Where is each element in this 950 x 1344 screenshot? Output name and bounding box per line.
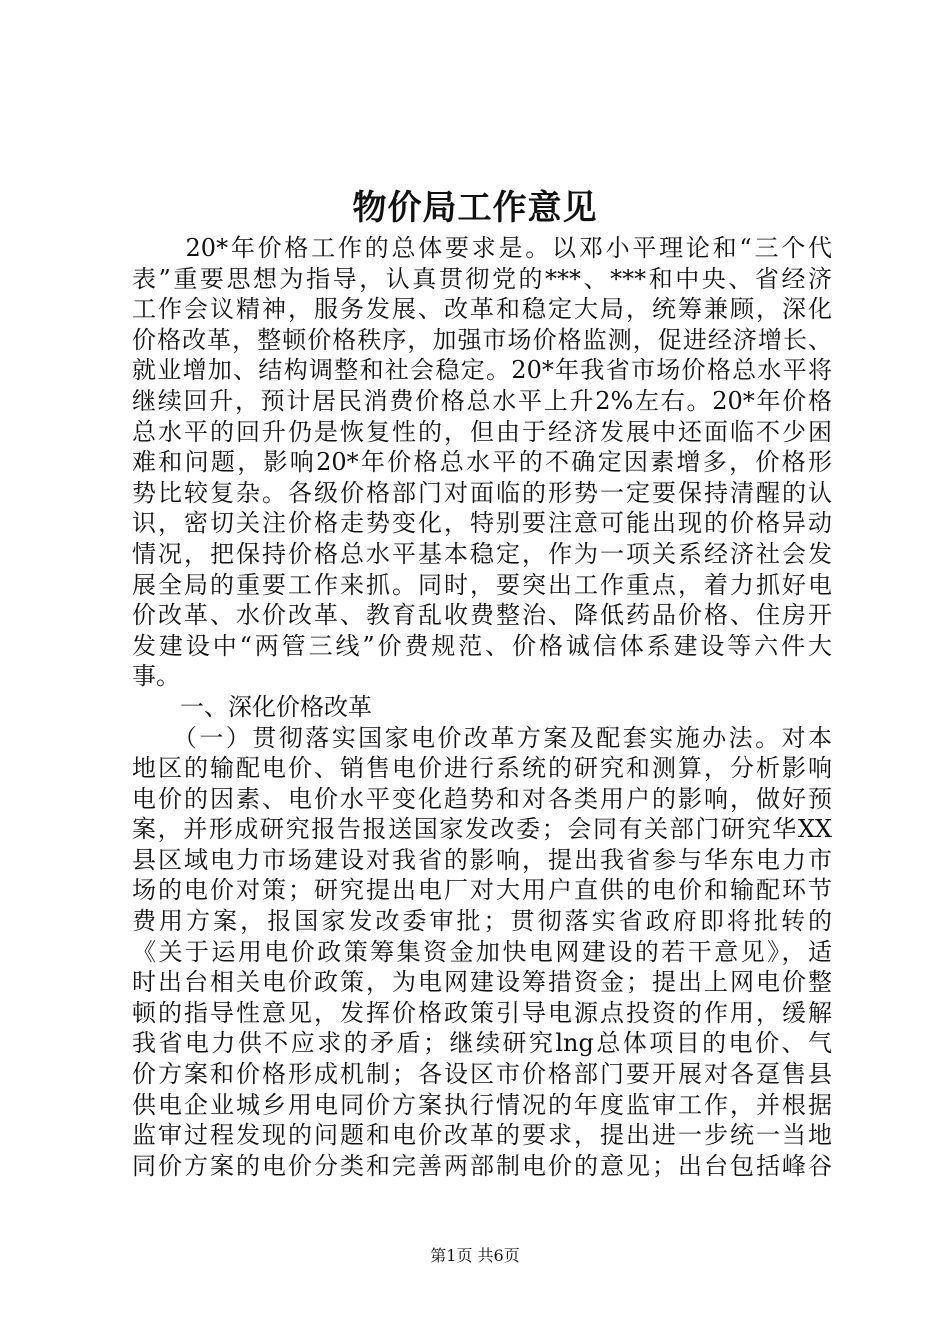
- document-title: 物价局工作意见: [352, 188, 598, 228]
- text-line: 《关于运用电价政策筹集资金加快电网建设的若干意见》，适: [132, 937, 832, 966]
- text-line: 工作会议精神，服务发展、改革和稳定大局，统筹兼顾，深化: [132, 295, 832, 324]
- text-line: 展全局的重要工作来抓。同时，要突出工作重点，着力抓好电: [132, 570, 832, 599]
- text-line: 我省电力供不应求的矛盾；继续研究lng总体项目的电价、气: [132, 1029, 832, 1058]
- text-line: （一）贯彻落实国家电价改革方案及配套实施办法。对本: [132, 723, 832, 752]
- text-line: 势比较复杂。各级价格部门对面临的形势一定要保持清醒的认: [132, 478, 832, 507]
- text-line: 同价方案的电价分类和完善两部制电价的意见；出台包括峰谷: [132, 1151, 832, 1180]
- text-line: 地区的输配电价、销售电价进行系统的研究和测算，分析影响: [132, 754, 832, 783]
- text-line: 表”重要思想为指导，认真贯彻党的***、***和中央、省经济: [132, 264, 832, 293]
- text-line: 继续回升，预计居民消费价格总水平上升2%左右。20*年价格: [132, 386, 832, 415]
- text-line: 县区域电力市场建设对我省的影响，提出我省参与华东电力市: [132, 845, 832, 874]
- text-line: 就业增加、结构调整和社会稳定。20*年我省市场价格总水平将: [132, 356, 832, 385]
- text-line: 识，密切关注价格走势变化，特别要注意可能出现的价格异动: [132, 509, 832, 538]
- text-line: 一、深化价格改革: [132, 692, 372, 721]
- text-line: 情况，把保持价格总水平基本稳定，作为一项关系经济社会发: [132, 539, 832, 568]
- text-line: 发建设中“两管三线”价费规范、价格诚信体系建设等六件大: [132, 631, 832, 660]
- text-line: 事。: [132, 662, 180, 691]
- text-line: 时出台相关电价政策，为电网建设筹措资金；提出上网电价整: [132, 968, 832, 997]
- text-line: 顿的指导性意见，发挥价格政策引导电源点投资的作用，缓解: [132, 998, 832, 1027]
- text-line: 价格改革，整顿价格秩序，加强市场价格监测，促进经济增长、: [132, 325, 832, 354]
- text-line: 供电企业城乡用电同价方案执行情况的年度监审工作，并根据: [132, 1090, 832, 1119]
- text-line: 费用方案，报国家发改委审批；贯彻落实省政府即将批转的: [132, 907, 832, 936]
- text-line: 电价的因素、电价水平变化趋势和对各类用户的影响，做好预: [132, 784, 832, 813]
- text-line: 总水平的回升仍是恢复性的，但由于经济发展中还面临不少困: [132, 417, 832, 446]
- text-line: 场的电价对策；研究提出电厂对大用户直供的电价和输配环节: [132, 876, 832, 905]
- text-line: 难和问题，影响20*年价格总水平的不确定因素增多，价格形: [132, 448, 832, 477]
- text-line: 案，并形成研究报告报送国家发改委；会同有关部门研究华XX: [132, 815, 832, 844]
- text-line: 价改革、水价改革、教育乱收费整治、降低药品价格、住房开: [132, 601, 832, 630]
- text-line: 20*年价格工作的总体要求是。以邓小平理论和“三个代: [132, 234, 832, 262]
- text-line: 价方案和价格形成机制；各设区市价格部门要开展对各趸售县: [132, 1060, 832, 1089]
- page-footer: 第1页 共6页: [430, 1246, 520, 1265]
- text-line: 监审过程发现的问题和电价改革的要求，提出进一步统一当地: [132, 1121, 832, 1150]
- document-body: [132, 233, 832, 1181]
